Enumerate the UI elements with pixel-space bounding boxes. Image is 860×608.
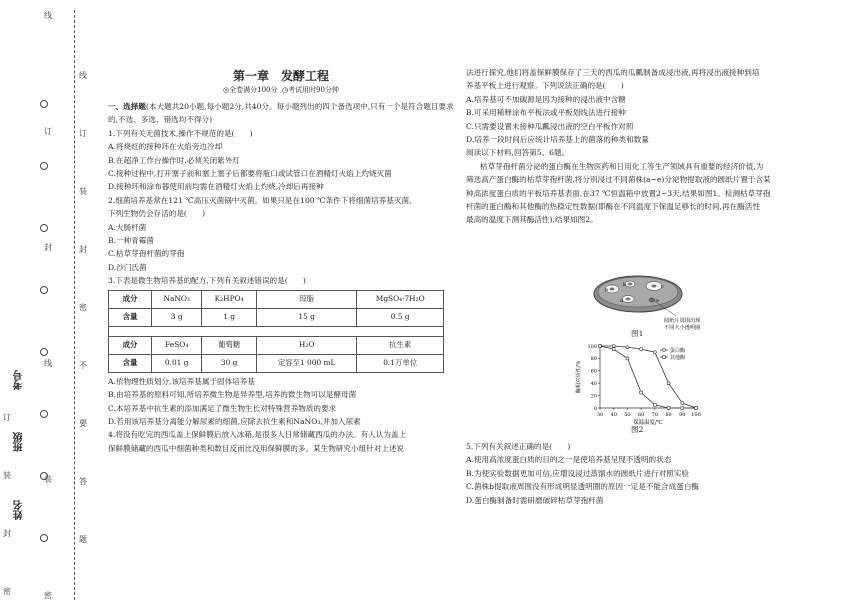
name-label: 姓名 [14, 500, 25, 520]
data-point [626, 346, 629, 349]
q5-option-b: B.为使实验数据更加可信,应增设浸过蒸馏水的圆纸片进行对照实验 [466, 468, 690, 478]
y-tick-label: 100 [587, 343, 597, 350]
table-cell: 0.01 g [152, 354, 202, 372]
disc-label-b: b [623, 282, 627, 288]
q2-stem: 2.细菌培养基常在121 ℃高压灭菌锅中灭菌。如果只是在100 ℃条件下将细菌培养基灭菌, [108, 195, 412, 205]
binding-hole [40, 472, 48, 480]
q3-stem: 3.下表是微生物培养基的配方,下列有关叙述错误的是( ) [108, 276, 306, 286]
legend-marker [663, 349, 666, 352]
q3-option-d: D.若用该培养基分离能分解尿素的细菌,应除去抗生素和NaNO₃,并加入尿素 [108, 416, 361, 426]
q1-option-a: A.将烧红的接种环在火焰旁边冷却 [108, 142, 223, 152]
q2-option-c: C.枯草芽孢杆菌的芽孢 [108, 249, 185, 259]
table-spacer [109, 326, 444, 336]
table-cell: 抗生素 [357, 336, 444, 354]
binding-char: 装 [3, 471, 11, 480]
table-cell: 15 g [256, 308, 357, 326]
legend-label: 其他酶 [670, 354, 686, 361]
table-spacer-row [109, 326, 444, 336]
data-point [695, 407, 698, 410]
fig2-caption: 图2 [631, 425, 644, 434]
table-cell: 琼脂 [256, 290, 357, 308]
table-row [109, 290, 444, 308]
data-point [626, 357, 629, 360]
q4-stem-cont: 养基平板上进行观察。下列说法正确的是( ) [466, 81, 624, 91]
binding-char: 密 [44, 591, 52, 600]
section-intro-text: (本大题共20小题,每小题2分,共40分。每小题列出的四个备选项中,只有一个是符合题目要求的,不选、多选、错选均不得分) [108, 102, 454, 125]
x-tick-label: 50 [624, 412, 631, 418]
y-tick-label: 40 [590, 381, 597, 387]
data-point [612, 348, 615, 351]
binding-char: 要 [79, 419, 87, 428]
table-cell: 成分 [109, 336, 152, 354]
section-heading: 一、选择题 [108, 102, 146, 111]
reading-lead: 阅读以下材料,回答第5、6题。 [466, 148, 570, 158]
number-label: 考号 [14, 370, 25, 390]
table-cell: 0.5 g [357, 308, 444, 326]
q4-stem-cont: 保鲜膜储藏的西瓜中细菌种类和数目反而比没用保鲜膜的多。某生物研究小组针对上述说 [108, 443, 405, 453]
x-tick-label: 60 [637, 412, 645, 418]
table-cell: 1 g [202, 308, 257, 326]
binding-char: 线 [44, 359, 52, 368]
data-point [640, 391, 643, 394]
binding-char: 密 [3, 587, 11, 596]
binding-hole [40, 224, 48, 232]
binding-char: 题 [79, 535, 87, 544]
binding-char: 订 [79, 129, 87, 138]
class-label: 班级 [14, 432, 25, 452]
page-title: 第一章 发酵工程 [232, 69, 329, 83]
disc-label-d: d [620, 298, 624, 304]
table-cell: MgSO₄·7H₂O [357, 290, 444, 308]
section-intro [108, 100, 454, 127]
reading-paragraph-cont: 筛选高产蛋白酶的枯草芽孢杆菌,将分别浸过不同菌株(a~e)分泌物提取液的圆纸片置于含某 [466, 175, 771, 185]
legend-marker [663, 356, 666, 359]
table-row [109, 336, 444, 354]
exam-meta [108, 84, 454, 96]
binding-dashed-line [74, 10, 75, 600]
q5-option-a: A.使用高浓度蛋白质的目的之一是使培养基呈现不透明的状态 [466, 455, 672, 465]
paper-disc-b [625, 281, 635, 287]
binding-hole [40, 162, 48, 170]
q2-option-b: B.一种青霉菌 [108, 236, 154, 246]
q4-stem-cont: 法进行探究,他们将盖保鲜膜保存了三天的西瓜的瓜瓤制备成浸出液,再将浸出液接种到培 [466, 68, 760, 77]
enzyme-stability-chart [572, 340, 712, 432]
q4-option-b: B.可采用稀释涂布平板法或平板划线法进行接种 [466, 108, 626, 118]
data-point [640, 348, 643, 351]
q1-option-d: D.接种环和涂布器使用前均需在酒精灯火焰上灼烧,冷却后再接种 [108, 182, 324, 192]
y-tick-label: 20 [590, 393, 597, 400]
binding-char: 订 [3, 413, 11, 422]
q1-stem: 1.下列有关无菌技术,操作不规范的是( ) [108, 128, 253, 138]
clock-icon: ◷ [281, 86, 289, 94]
fig1-caption: 图1 [631, 329, 644, 338]
x-tick-label: 30 [596, 412, 604, 418]
score-icon: ◎ [223, 86, 230, 94]
fig1-note-line2: 不同大小透明圈 [664, 325, 701, 331]
binding-hole [40, 348, 48, 356]
q1-option-b: B.在超净工作台操作时,必须关闭紫外灯 [108, 155, 240, 165]
data-point [612, 345, 615, 348]
data-point [653, 351, 656, 354]
table-cell: 含量 [109, 354, 152, 372]
data-point [653, 404, 656, 407]
binding-char: 封 [79, 245, 87, 254]
table-cell: NaNO₃ [152, 290, 202, 308]
q2-option-a: A.大肠杆菌 [108, 222, 147, 232]
q1-option-c: C.接种过程中,打开塞子前和塞上塞子后都要将瓶口或试管口在酒精灯火焰上灼烧灭菌 [108, 169, 392, 179]
table-cell: 30 g [202, 354, 257, 372]
table-cell: 成分 [109, 290, 152, 308]
binding-char: 封 [44, 243, 52, 252]
q4-stem: 4.将没有吃完的西瓜盖上保鲜膜后放入冰箱,是很多人日常储藏西瓜的办法。有人认为盖上 [108, 430, 407, 440]
q5-option-d: D.蛋白酶制备时需研磨破碎枯草芽孢杆菌 [466, 495, 604, 505]
binding-hole [40, 286, 48, 294]
right-column [466, 66, 850, 227]
paper-disc-e [649, 298, 655, 302]
q3-option-b: B.由培养基的原料可知,所培养微生物是异养型,培养的微生物可以是酵母菌 [108, 390, 357, 400]
binding-char: 线 [44, 11, 52, 20]
binding-hole [40, 410, 48, 418]
data-point [667, 382, 670, 385]
x-tick-label: 90 [679, 412, 686, 418]
binding-char: 不 [79, 361, 87, 370]
table-cell: H₂O [256, 336, 357, 354]
y-tick-label: 80 [590, 356, 597, 363]
medium-recipe-table [108, 290, 444, 373]
reading-paragraph-cont: 杆菌的蛋白酶和其他酶的热稳定性数据(即酶在不同温度下保温足够长的时间,再在酶活性 [466, 202, 760, 212]
table-cell: 定容至1 000 mL [256, 354, 357, 372]
q5-block [466, 440, 850, 507]
q4-option-d: D.培养一段时间后应统计培养基上的菌落的种类和数量 [466, 135, 649, 145]
disc-label-c: c [661, 284, 664, 290]
binding-char: 装 [44, 475, 52, 484]
q5-option-c: C.菌株b提取液周围没有形成明显透明圈的原因一定是不能合成蛋白酶 [466, 482, 700, 492]
q3-option-a: A.依物理性质划分,该培养基属于固体培养基 [108, 376, 255, 386]
score-text: 全卷满分100分 [229, 86, 278, 94]
reading-paragraph-cont: 最高的温度下测其酶活性),结果如图2。 [466, 215, 598, 225]
fig1-note-line1: 圆纸片周围出现 [664, 318, 701, 324]
table-cell: 3 g [152, 308, 202, 326]
q2-stem-cont: 下列生物仍会存活的是( ) [108, 209, 206, 219]
binding-char: 订 [44, 127, 52, 136]
data-point [599, 345, 602, 348]
table-cell: 0.1万单位 [357, 354, 444, 372]
y-tick-label: 60 [590, 368, 597, 375]
disc-label-a: a [605, 287, 608, 293]
binding-char: 密 [79, 303, 87, 312]
paper-disc-c [646, 282, 662, 291]
disc-label-e: e [656, 298, 659, 304]
binding-char: 答 [79, 477, 87, 486]
paper-disc-d [622, 296, 634, 303]
binding-char: 封 [3, 529, 11, 538]
x-axis-label: 保温温度/℃ [633, 420, 663, 426]
x-tick-label: 70 [651, 412, 659, 418]
table-cell: 葡萄糖 [202, 336, 257, 354]
table-cell: K₂HPO₄ [202, 290, 257, 308]
table-cell: FeSO₄ [152, 336, 202, 354]
x-tick-label: 100 [691, 412, 701, 418]
binding-char: 线 [79, 71, 87, 80]
y-axis-label: 酶相对活性/% [576, 360, 582, 394]
table-cell: 含量 [109, 308, 152, 326]
reading-paragraph: 枯草芽孢杆菌分泌的蛋白酶在生物医药和日用化工等生产领域具有重要的经济价值,为 [480, 161, 764, 171]
petri-dish-figure [590, 272, 706, 332]
binding-margin [0, 0, 88, 608]
reading-paragraph-cont: 种高浓度蛋白质的平板培养基表面,在37 ℃恒温箱中放置2~3天,结果如图1。检测枯草芽孢 [466, 188, 771, 198]
time-text: 考试用时90分钟 [288, 86, 339, 94]
table-row [109, 354, 444, 372]
left-column [108, 64, 454, 455]
binding-hole [40, 534, 48, 542]
table-row [109, 308, 444, 326]
q3-option-c: C.本培养基中抗生素的添加满足了微生物生长对特殊营养物质的要求 [108, 403, 337, 413]
q5-stem: 5.下列有关叙述正确的是( ) [466, 442, 571, 451]
x-tick-label: 80 [665, 412, 672, 418]
y-tick-label: 0 [593, 405, 597, 412]
data-point [667, 407, 670, 410]
binding-char: 装 [79, 187, 87, 196]
data-point [681, 407, 684, 410]
q4-option-c: C.只需要设置未接种瓜瓤浸出液的空白平板作对照 [466, 121, 634, 131]
q4-option-a: A.培养基可不加碳源是因为接种的浸出液中含糖 [466, 94, 626, 104]
data-point [681, 402, 684, 405]
x-tick-label: 40 [610, 412, 617, 418]
legend-label: 蛋白酶 [670, 347, 686, 354]
q2-option-d: D.沙门氏菌 [108, 262, 147, 272]
binding-hole [40, 100, 48, 108]
